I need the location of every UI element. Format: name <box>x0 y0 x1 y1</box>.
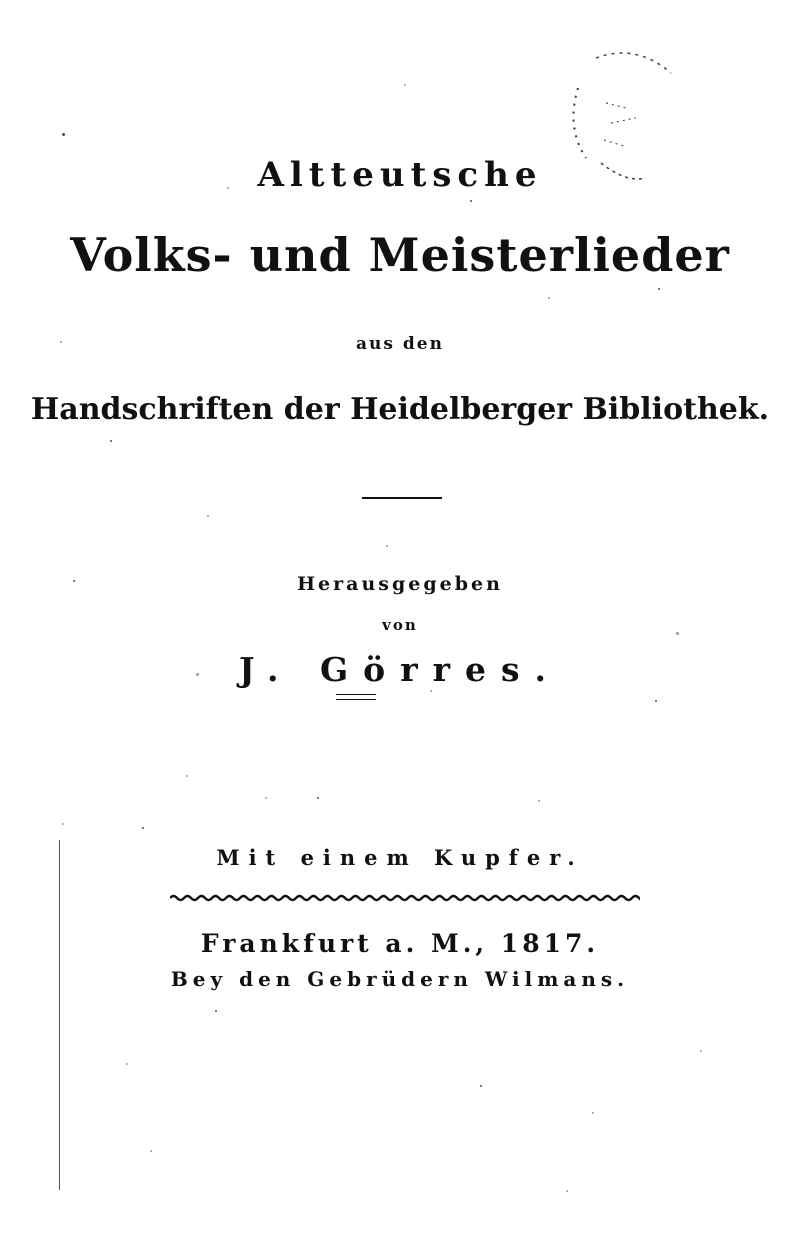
paper-speck <box>566 1190 568 1192</box>
handwritten-underline-mark <box>336 694 376 700</box>
short-divider-rule <box>362 497 442 499</box>
paper-speck <box>676 632 679 635</box>
paper-speck <box>386 545 388 547</box>
editor-name: J. Görres. <box>238 650 562 689</box>
paper-speck <box>215 1010 217 1012</box>
paper-speck <box>430 690 432 692</box>
paper-speck <box>62 823 64 825</box>
paper-speck <box>265 797 267 799</box>
wavy-divider-rule <box>170 890 640 906</box>
title-line-4: Handschriften der Heidelberger Bibliothek. <box>30 392 770 427</box>
paper-speck <box>150 1150 152 1152</box>
imprint-place-date: Frankfurt a. M., 1817. <box>200 929 600 958</box>
main-title: Volks- und Meisterlieder <box>70 228 730 282</box>
paper-speck <box>62 133 65 136</box>
paper-speck <box>207 515 209 517</box>
paper-speck <box>655 700 657 702</box>
paper-speck <box>480 1085 482 1087</box>
paper-speck <box>548 297 550 299</box>
paper-speck <box>60 341 62 343</box>
editor-by: von <box>382 616 418 634</box>
editor-label: Herausgegeben <box>297 573 503 595</box>
paper-speck <box>700 1050 702 1052</box>
paper-speck <box>592 1112 594 1114</box>
paper-speck <box>110 440 112 442</box>
margin-scan-line <box>59 840 60 1190</box>
paper-speck <box>470 200 472 202</box>
paper-speck <box>142 827 144 829</box>
paper-speck <box>186 775 188 777</box>
title-line-3: aus den <box>356 334 444 354</box>
paper-speck <box>538 800 540 802</box>
paper-speck <box>73 580 75 582</box>
imprint-publisher: Bey den Gebrüdern Wilmans. <box>170 967 630 991</box>
paper-speck <box>317 797 319 799</box>
paper-speck <box>658 288 660 290</box>
paper-speck <box>404 84 406 86</box>
paper-speck <box>126 1063 128 1065</box>
paper-speck <box>196 673 199 676</box>
title-line-1: Altteutsche <box>257 155 543 195</box>
plate-note: Mit einem Kupfer. <box>216 845 584 870</box>
paper-speck <box>227 187 229 189</box>
